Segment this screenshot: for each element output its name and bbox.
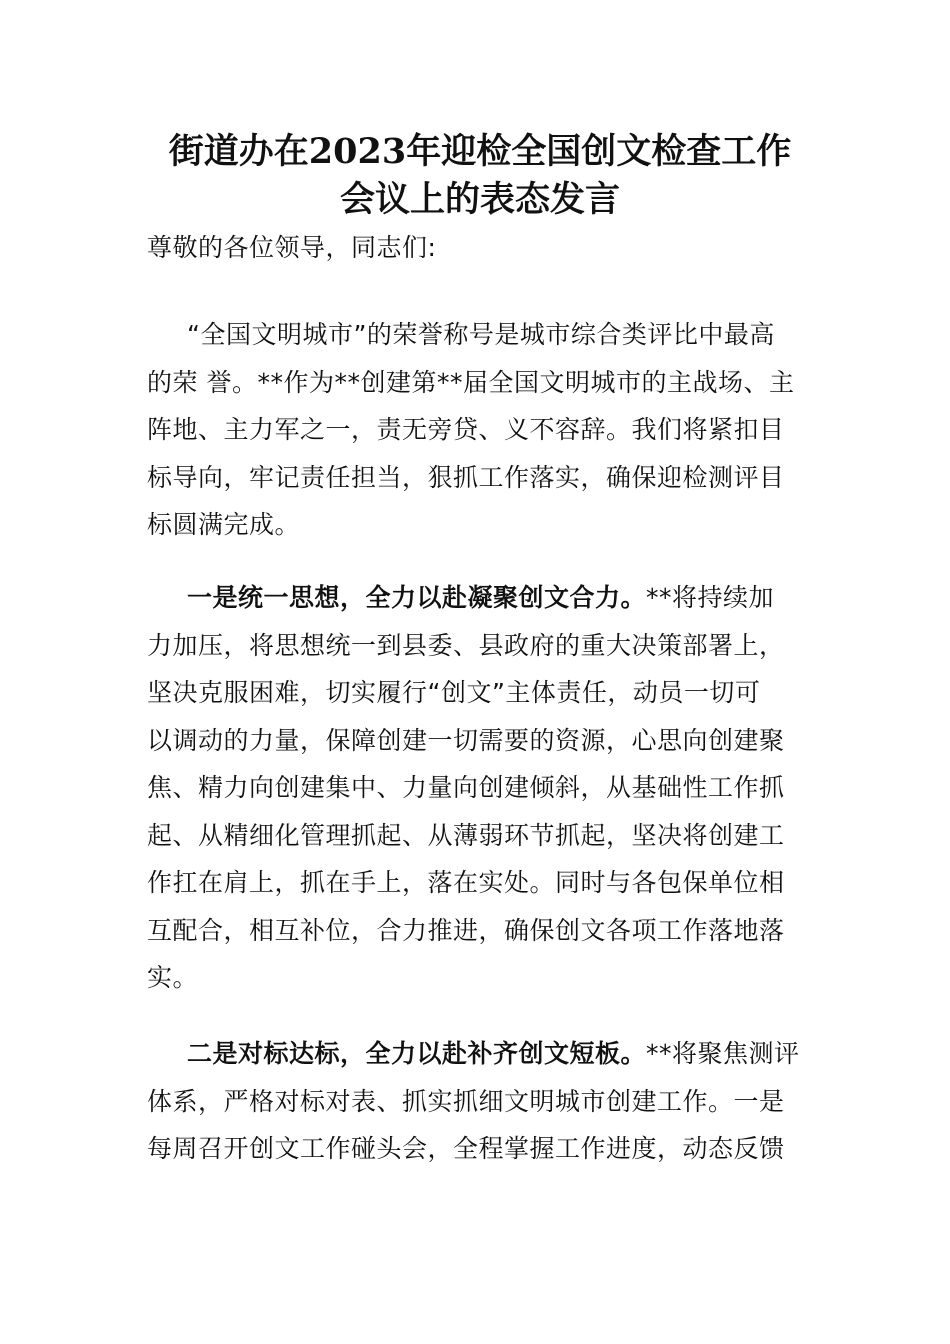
- document-title-line1: 街道办在2023年迎检全国创文检查工作: [168, 131, 792, 172]
- paragraph-benchmark: [147, 1030, 807, 1173]
- paragraph-line: 标圆满完成。: [147, 510, 301, 539]
- paragraph-line: 互配合，相互补位，合力推进，确保创文各项工作落地落: [147, 915, 785, 945]
- paragraph-line: 起、从精细化管理抓起、从薄弱环节抓起，坚决将创建工: [147, 820, 785, 850]
- paragraph-line: 作扛在肩上，抓在手上，落在实处。同时与各包保单位相: [147, 868, 785, 897]
- paragraph-line: 坚决克服困难，切实履行“创文”主体责任，动员一切可: [147, 678, 761, 707]
- paragraph-unify-thinking: [147, 574, 807, 1002]
- paragraph-heading: 二是对标达标，全力以赴补齐创文短板。: [187, 1039, 647, 1068]
- paragraph-line: 焦、精力向创建集中、力量向创建倾斜，从基础性工作抓: [147, 773, 785, 802]
- paragraph-line: “全国文明城市”的荣誉称号是城市综合类评比中最高: [187, 320, 775, 349]
- paragraph-line: 力加压，将思想统一到县委、县政府的重大决策部署上，: [147, 630, 785, 660]
- paragraph-line: 阵地、主力军之一，责无旁贷、义不容辞。我们将紧扣目: [147, 415, 785, 444]
- document-title-line2: 会议上的表态发言: [339, 179, 620, 220]
- paragraph-line: 实。: [147, 963, 199, 992]
- paragraph-first-line: [147, 574, 807, 622]
- paragraph-first-line-rest: **将聚焦测评: [646, 1039, 800, 1068]
- paragraph-heading: 一是统一思想，全力以赴凝聚创文合力。: [187, 583, 647, 612]
- paragraph-line: 标导向，牢记责任担当，狠抓工作落实，确保迎检测评目: [147, 462, 785, 492]
- paragraph-intro: [147, 311, 807, 549]
- paragraph-line: 以调动的力量，保障创建一切需要的资源，心思向创建聚: [147, 725, 785, 755]
- paragraph-first-line-rest: **将持续加: [646, 583, 775, 612]
- paragraph-first-line: [147, 1030, 807, 1078]
- paragraph-line: 体系，严格对标对表、抓实抓细文明城市创建工作。一是: [147, 1086, 785, 1116]
- paragraph-line: 每周召开创文工作碰头会，全程掌握工作进度，动态反馈: [147, 1134, 785, 1163]
- salutation: 尊敬的各位领导，同志们:: [147, 233, 437, 262]
- paragraph-line: 的荣 誉。**作为**创建第**届全国文明城市的主战场、主: [147, 367, 795, 397]
